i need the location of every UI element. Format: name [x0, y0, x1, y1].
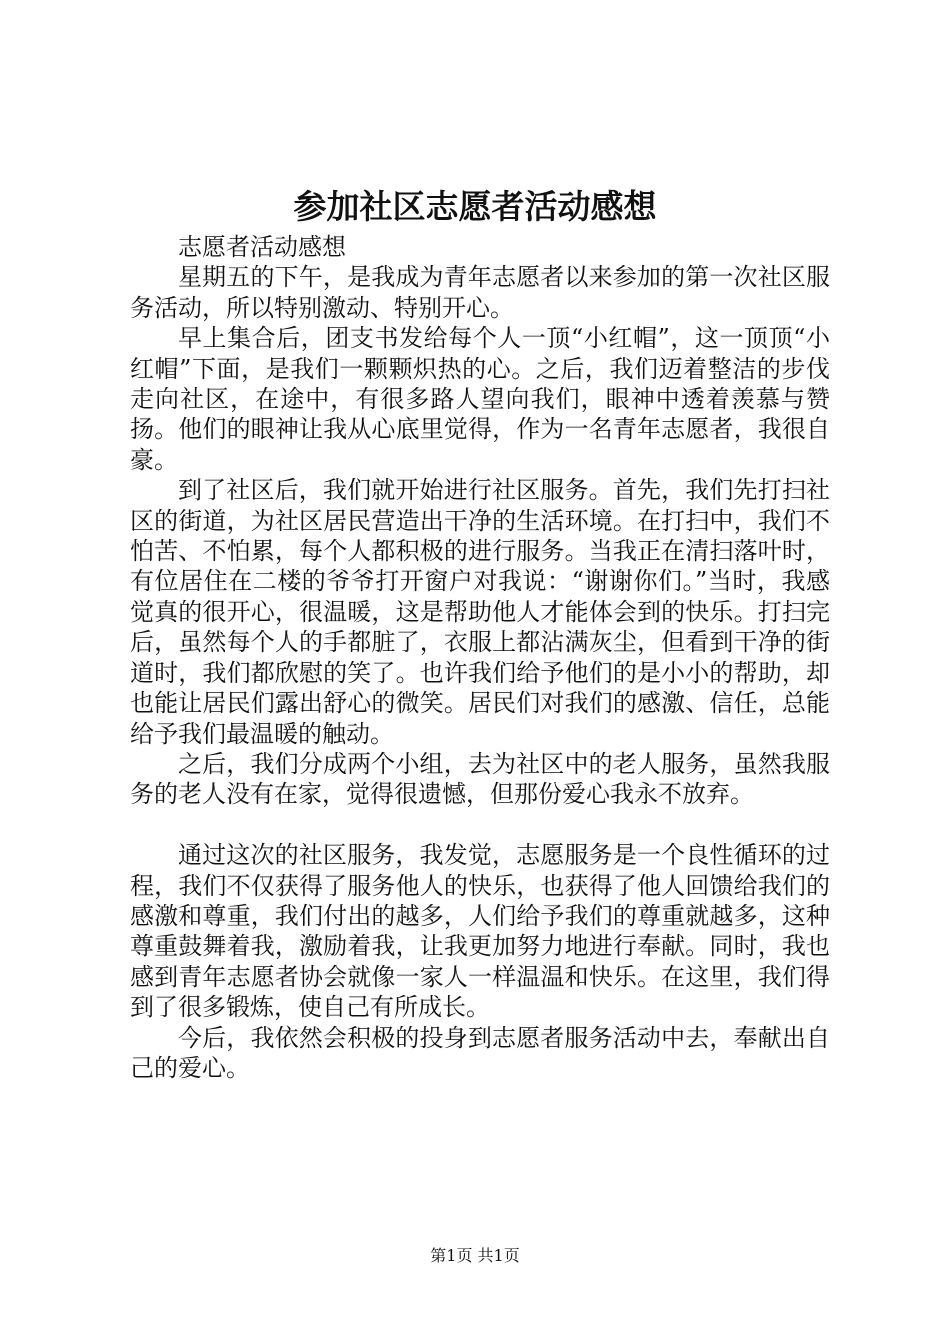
page-number: 第1页 共1页	[430, 1246, 520, 1265]
paragraph-2: 早上集合后，团支书发给每个人一顶“小红帽”，这一顶顶“小红帽”下面，是我们一颗颗炽热的心。之后，我们迈着整洁的步伐走向社区，在途中，有很多路人望向我们，眼神中透着羡慕与赞扬。他们的眼神让我从心底里觉得，作为一名青年志愿者，我很自豪。	[130, 324, 830, 474]
paragraph-3: 到了社区后，我们就开始进行社区服务。首先，我们先打扫社区的街道，为社区居民营造出干净的生活环境。在打扫中，我们不怕苦、不怕累，每个人都积极的进行服务。当我正在清扫落叶时，有位居住在二楼的爷爷打开窗户对我说：“谢谢你们。”当时，我感觉真的很开心，很温暖，这是帮助他人才能体会到的快乐。打扫完后，虽然每个人的手都脏了，衣服上都沾满灰尘，但看到干净的街道时，我们都欣慰的笑了。也许我们给予他们的是小小的帮助，却也能让居民们露出舒心的微笑。居民们对我们的感激、信任，总能给予我们最温暖的触动。	[130, 476, 830, 748]
document-title: 参加社区志愿者活动感想	[293, 187, 657, 226]
paragraph-1: 星期五的下午，是我成为青年志愿者以来参加的第一次社区服务活动，所以特别激动、特别开心。	[130, 263, 830, 322]
paragraph-6: 今后，我依然会积极的投身到志愿者服务活动中去，奉献出自己的爱心。	[130, 1023, 830, 1082]
paragraph-5: 通过这次的社区服务，我发觉，志愿服务是一个良性循环的过程，我们不仅获得了服务他人的快乐，也获得了他人回馈给我们的感激和尊重，我们付出的越多，人们给予我们的尊重就越多，这种尊重鼓舞着我，激励着我，让我更加努力地进行奉献。同时，我也感到青年志愿者协会就像一家人一样温温和快乐。在这里，我们得到了很多锻炼，使自己有所成长。	[130, 841, 830, 1022]
paragraph-subtitle: 志愿者活动感想	[178, 233, 346, 261]
paragraph-4: 之后，我们分成两个小组，去为社区中的老人服务，虽然我服务的老人没有在家，觉得很遗憾，但那份爱心我永不放弃。	[130, 749, 830, 809]
document-body	[130, 232, 830, 1083]
